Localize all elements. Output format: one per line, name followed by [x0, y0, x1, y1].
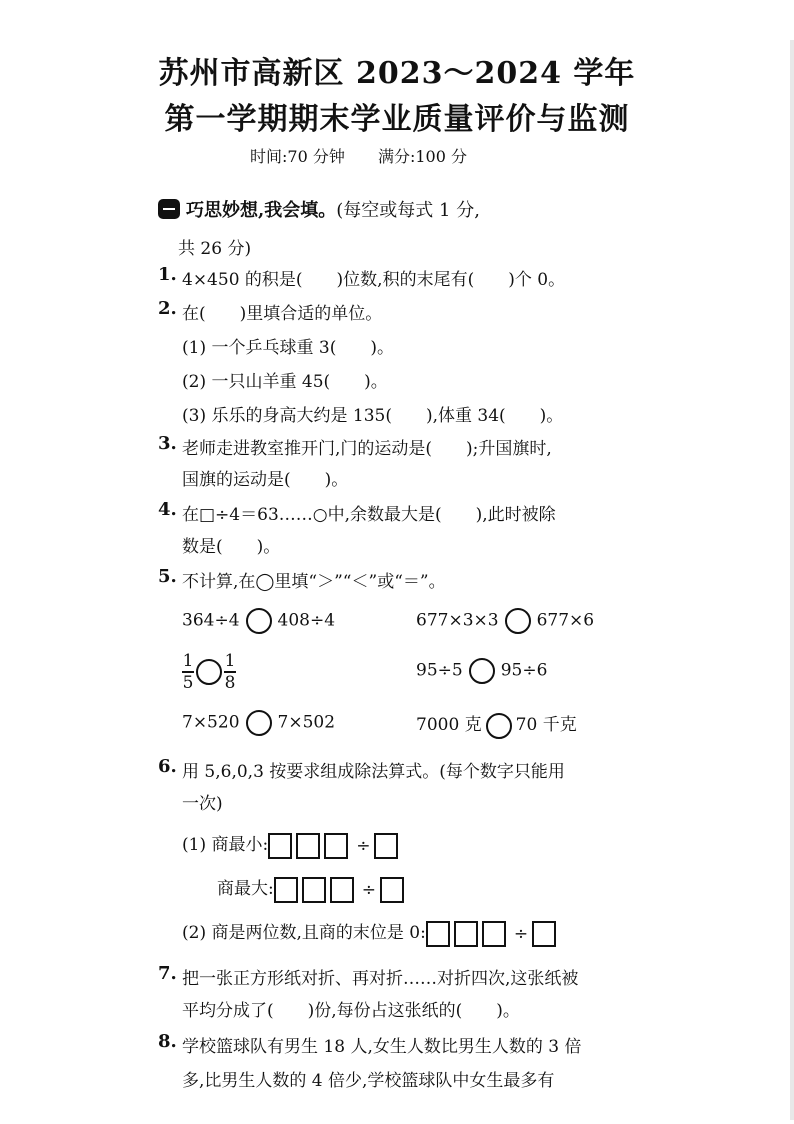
exam-title-line1: 苏州市高新区 2023～2024 学年: [158, 56, 636, 91]
q5-compare-4: [416, 658, 547, 684]
q5-c2-left: 677×3×3: [416, 610, 499, 631]
q2-number: 2.: [158, 298, 177, 319]
q5-compare-6: [416, 710, 577, 739]
compare-circle-icon: [486, 713, 512, 739]
exam-score: 满分:100 分: [377, 147, 467, 166]
compare-circle-icon: [505, 608, 531, 634]
exam-meta: [250, 144, 495, 167]
answer-box-icon: [274, 877, 298, 903]
q3-line1: 老师走进教室推开门,门的运动是( );升国旗时,: [182, 439, 552, 459]
answer-box-icon: [302, 877, 326, 903]
q2-sub3: (3) 乐乐的身高大约是 135( ),体重 34( )。: [182, 406, 564, 426]
q5-compare-2: [416, 608, 594, 634]
answer-box-icon: [268, 833, 292, 859]
q3-number: 3.: [158, 433, 177, 454]
answer-boxes: ÷: [274, 877, 408, 903]
q5-compare-5: [182, 710, 335, 736]
section-1-note-cont: 共 26 分): [178, 239, 252, 259]
answer-box-icon: [532, 921, 556, 947]
q5-c5-right: 7×502: [277, 712, 336, 733]
q5-c4-right: 95÷6: [500, 660, 548, 681]
q4-line2: 数是( )。: [182, 537, 281, 557]
q5-c6-left: 7000 克: [416, 715, 482, 735]
answer-boxes: ÷: [268, 833, 402, 859]
answer-boxes: ÷: [426, 921, 560, 947]
fraction-left: $\frac{1}{5}$: [182, 651, 194, 693]
compare-circle-icon: [196, 659, 222, 685]
answer-box-icon: [482, 921, 506, 947]
q6-line2: 一次): [182, 794, 223, 814]
q5-c1-left: 364÷4: [182, 610, 240, 631]
answer-box-icon: [330, 877, 354, 903]
q5-text: 不计算,在◯里填“＞”“＜”或“＝”。: [182, 572, 446, 592]
section-one-badge-icon: [158, 199, 180, 219]
q5-number: 5.: [158, 566, 177, 587]
q3-line2: 国旗的运动是( )。: [182, 470, 349, 490]
q7-number: 7.: [158, 963, 177, 984]
q2-text: 在( )里填合适的单位。: [182, 304, 383, 324]
q7-line2: 平均分成了( )份,每份占这张纸的( )。: [182, 1001, 520, 1021]
section-1-header: [158, 196, 480, 222]
answer-box-icon: [380, 877, 404, 903]
fraction-right: $\frac{1}{8}$: [224, 651, 236, 693]
q1-text: 4×450 的积是( )位数,积的末尾有( )个 0。: [182, 270, 566, 290]
compare-circle-icon: [469, 658, 495, 684]
section-1-title: 巧思妙想,我会填。: [186, 200, 337, 221]
q4-number: 4.: [158, 499, 177, 520]
compare-circle-icon: [246, 710, 272, 736]
q7-line1: 把一张正方形纸对折、再对折……对折四次,这张纸被: [182, 969, 579, 989]
q6-sub1: (1) 商最小: ÷: [182, 830, 402, 859]
q5-c4-left: 95÷5: [416, 660, 463, 681]
q6-sub1b: 商最大: ÷: [217, 874, 408, 903]
q5-c2-right: 677×6: [536, 610, 595, 631]
section-1-note: (每空或每式 1 分,: [336, 200, 480, 221]
exam-time: 时间:70 分钟: [250, 147, 345, 166]
q5-compare-3: [182, 652, 236, 692]
q6-sub2: (2) 商是两位数,且商的末位是 0: ÷: [182, 918, 560, 947]
q8-line2: 多,比男生人数的 4 倍少,学校篮球队中女生最多有: [182, 1071, 555, 1091]
q8-line1: 学校篮球队有男生 18 人,女生人数比男生人数的 3 倍: [182, 1037, 582, 1057]
answer-box-icon: [296, 833, 320, 859]
q6-number: 6.: [158, 756, 177, 777]
answer-box-icon: [454, 921, 478, 947]
answer-box-icon: [426, 921, 450, 947]
q5-c6-right: 70 千克: [515, 715, 577, 735]
compare-circle-icon: [246, 608, 272, 634]
answer-box-icon: [374, 833, 398, 859]
q6-line1: 用 5,6,0,3 按要求组成除法算式。(每个数字只能用: [182, 762, 565, 782]
q5-c1-right: 408÷4: [277, 610, 336, 631]
q2-sub1: (1) 一个乒乓球重 3( )。: [182, 338, 394, 358]
q1-number: 1.: [158, 264, 177, 285]
q5-compare-1: [182, 608, 335, 634]
q4-line1: 在□÷4＝63……○中,余数最大是( ),此时被除: [182, 505, 556, 525]
q5-c5-left: 7×520: [182, 712, 240, 733]
answer-box-icon: [324, 833, 348, 859]
q2-sub2: (2) 一只山羊重 45( )。: [182, 372, 388, 392]
q8-number: 8.: [158, 1031, 177, 1052]
page-edge-shadow: [790, 40, 794, 1120]
exam-title-line2: 第一学期期末学业质量评价与监测: [164, 102, 630, 137]
